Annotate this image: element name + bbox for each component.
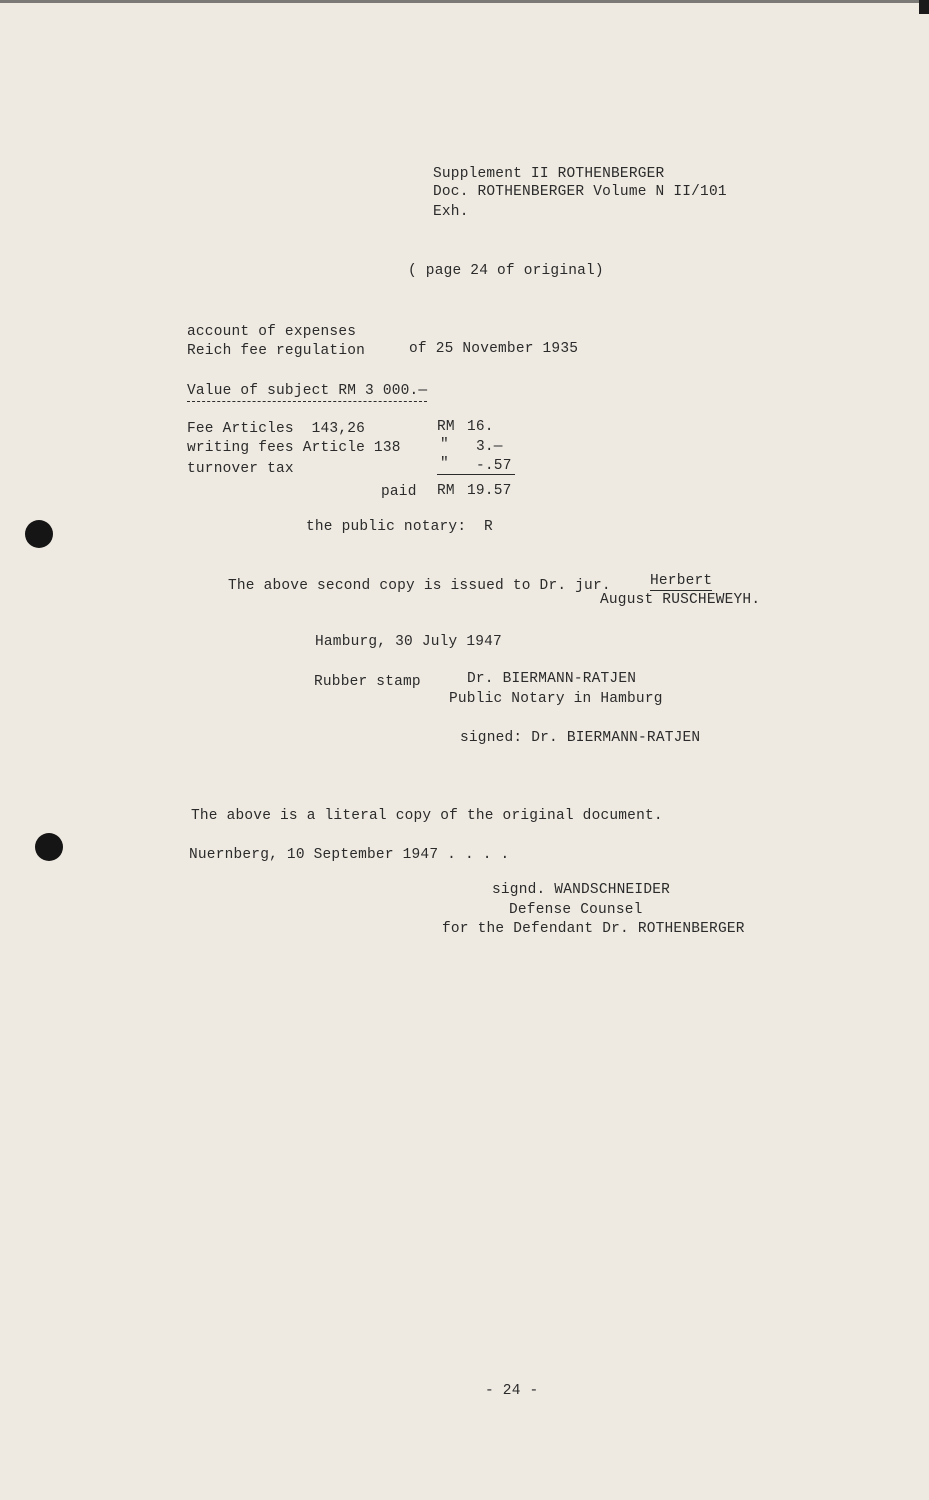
signature-for: for the Defendant Dr. ROTHENBERGER: [442, 921, 745, 937]
public-notary-line: the public notary: R: [306, 519, 493, 535]
fee-label: turnover tax: [187, 461, 294, 477]
punch-hole-upper: [25, 520, 53, 548]
scan-edge: [0, 0, 929, 3]
stamp-name: Dr. BIERMANN-RATJEN: [467, 671, 637, 687]
exh-line: Exh.: [433, 204, 469, 220]
paid-label: paid: [381, 484, 417, 500]
signature-role: Defense Counsel: [509, 902, 643, 918]
literal-copy-statement: The above is a literal copy of the original document.: [191, 808, 663, 824]
fee-label: Fee Articles 143,26: [187, 421, 366, 437]
fee-regulation-date: of 25 November 1935: [409, 341, 579, 357]
account-title: account of expenses: [187, 324, 357, 340]
paid-unit: RM: [437, 483, 455, 499]
fee-unit: RM: [437, 419, 455, 435]
fee-amount: 16.: [467, 419, 494, 435]
place-date: Hamburg, 30 July 1947: [315, 634, 502, 650]
paid-amount: 19.57: [467, 483, 512, 499]
issued-name-second: August RUSCHEWEYH.: [600, 592, 761, 608]
rubber-stamp-label: Rubber stamp: [314, 674, 421, 690]
issued-name-first: Herbert: [650, 573, 713, 589]
signed-line: signed: Dr. BIERMANN-RATJEN: [460, 730, 701, 746]
fee-unit: ": [440, 456, 449, 472]
fee-amount: 3.—: [476, 439, 503, 455]
fee-amount: -.57: [476, 458, 512, 474]
issued-line: The above second copy is issued to Dr. jur.: [228, 578, 611, 594]
nuernberg-date: Nuernberg, 10 September 1947 . . . .: [189, 847, 510, 863]
doc-line: Doc. ROTHENBERGER Volume N II/101: [433, 184, 727, 200]
fee-unit: ": [440, 437, 449, 453]
stamp-title: Public Notary in Hamburg: [449, 691, 663, 707]
punch-hole-lower: [35, 833, 63, 861]
fee-regulation: Reich fee regulation: [187, 343, 366, 359]
sum-rule: [437, 474, 515, 475]
value-of-subject: Value of subject RM 3 000.—: [187, 382, 427, 402]
scan-corner: [919, 0, 929, 14]
supplement-line: Supplement II ROTHENBERGER: [433, 166, 665, 182]
page-number: - 24 -: [485, 1383, 539, 1399]
signature-signed: signd. WANDSCHNEIDER: [492, 882, 671, 898]
fee-label: writing fees Article 138: [187, 440, 401, 456]
page-reference: ( page 24 of original): [408, 263, 604, 279]
